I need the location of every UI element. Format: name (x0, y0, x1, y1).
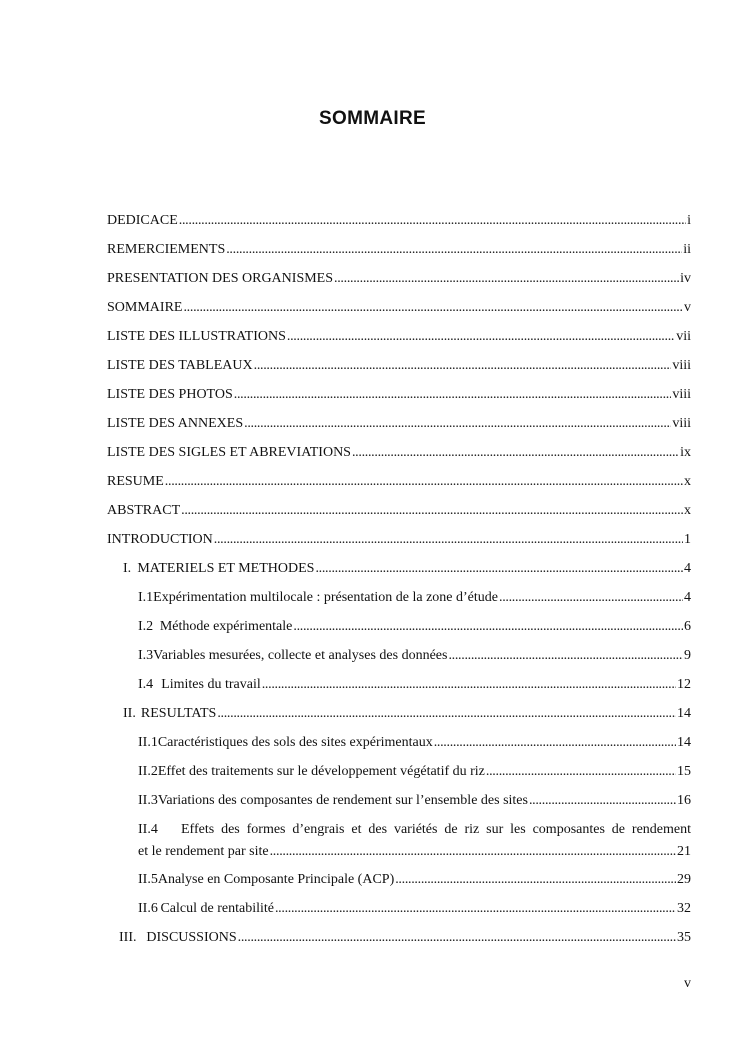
toc-entry-page: x (684, 503, 691, 518)
toc-entry-label: MATERIELS ET METHODES (137, 561, 315, 576)
toc-subsection-2-3[interactable] (107, 790, 691, 819)
dot-leader (226, 241, 682, 259)
page-title: SOMMAIRE (319, 108, 426, 129)
dot-leader (529, 792, 676, 810)
toc-entry-label: LISTE DES ILLUSTRATIONS (107, 329, 286, 344)
toc-entry-label: DISCUSSIONS (146, 930, 237, 945)
toc-entry-label: LISTE DES TABLEAUX (107, 358, 253, 373)
toc-section-materiels-methodes[interactable] (107, 558, 691, 587)
toc-entry-page: ii (683, 242, 691, 257)
toc-entry-label: Effets des formes d’engrais et des variétés de riz sur les composantes de rendement (181, 822, 691, 837)
subsection-number: II.6 (138, 901, 158, 916)
toc-entry-remerciements[interactable] (107, 239, 691, 268)
dot-leader (270, 843, 676, 861)
toc-entry-page: 16 (677, 793, 691, 808)
toc-entry-page: ix (680, 445, 691, 460)
dot-leader (165, 473, 683, 491)
dot-leader (315, 560, 683, 578)
toc-entry-label: PRESENTATION DES ORGANISMES (107, 271, 334, 286)
toc-entry-photos[interactable] (107, 384, 691, 413)
toc-entry-page: 35 (677, 930, 691, 945)
dot-leader (395, 871, 676, 889)
toc-entry-label-continued: et le rendement par site (138, 844, 269, 859)
toc-entry-label: INTRODUCTION (107, 532, 213, 547)
toc-entry-page: iv (680, 271, 691, 286)
toc-entry-label: Calcul de rentabilité (160, 901, 274, 916)
toc-entry-label: LISTE DES SIGLES ET ABREVIATIONS (107, 445, 351, 460)
toc-entry-sigles[interactable] (107, 442, 691, 471)
toc-entry-page: 21 (677, 844, 691, 859)
toc-entry-page: 14 (677, 706, 691, 721)
footer-page-number: v (684, 976, 691, 991)
toc-entry-page: 15 (677, 764, 691, 779)
dot-leader (448, 647, 683, 665)
subsection-number: II.2 (138, 764, 158, 779)
toc-entry-page: 4 (684, 561, 691, 576)
toc-section-resultats[interactable] (107, 703, 691, 732)
toc-entry-label: Caractéristiques des sols des sites expérimentaux (157, 735, 433, 750)
toc-entry-page: 1 (684, 532, 691, 547)
dot-leader (214, 531, 683, 549)
toc-entry-page: x (684, 474, 691, 489)
dot-leader (183, 299, 683, 317)
toc-entry-page: 14 (677, 735, 691, 750)
toc-subsection-2-4[interactable] (107, 819, 691, 869)
toc-entry-page: viii (672, 358, 691, 373)
toc-entry-resume[interactable] (107, 471, 691, 500)
toc-entry-label: Méthode expérimentale (159, 619, 293, 634)
toc-entry-page: 9 (684, 648, 691, 663)
toc-entry-label: DEDICACE (107, 213, 178, 228)
toc-subsection-1-3[interactable] (107, 645, 691, 674)
toc-entry-label: Variables mesurées, collecte et analyses des données (153, 648, 448, 663)
toc-entry-page: vii (676, 329, 691, 344)
toc-entry-page: 12 (677, 677, 691, 692)
toc-entry-label: RESUME (107, 474, 164, 489)
subsection-number: I.3 (138, 648, 154, 663)
toc-entry-page: 29 (677, 872, 691, 887)
toc-subsection-2-1[interactable] (107, 732, 691, 761)
toc-subsection-2-6[interactable] (107, 898, 691, 927)
subsection-number: II.3 (138, 793, 158, 808)
subsection-number: I.1 (138, 590, 154, 605)
dot-leader (275, 900, 676, 918)
toc-entry-annexes[interactable] (107, 413, 691, 442)
toc-section-discussions[interactable] (107, 927, 691, 956)
toc-entry-page: i (687, 213, 691, 228)
toc-entry-label: LISTE DES ANNEXES (107, 416, 244, 431)
toc-subsection-1-4[interactable] (107, 674, 691, 703)
toc-entry-label: Analyse en Composante Principale (ACP) (157, 872, 395, 887)
dot-leader (254, 357, 672, 375)
toc-entry-label: RESULTATS (140, 706, 217, 721)
toc-entry-label: Effet des traitements sur le développement végétatif du riz (157, 764, 485, 779)
toc-entry-label: Limites du travail (161, 677, 261, 692)
toc-entry-page: 4 (684, 590, 691, 605)
toc-entry-page: 32 (677, 901, 691, 916)
dot-leader (287, 328, 675, 346)
section-number: III. (119, 930, 137, 945)
subsection-number: I.2 (138, 619, 154, 634)
toc-entry-page: viii (672, 387, 691, 402)
toc-subsection-2-5[interactable] (107, 869, 691, 898)
toc-entry-label: LISTE DES PHOTOS (107, 387, 233, 402)
toc-subsection-2-2[interactable] (107, 761, 691, 790)
toc-entry-label: SOMMAIRE (107, 300, 183, 315)
toc-entry-label: ABSTRACT (107, 503, 181, 518)
toc-entry-illustrations[interactable] (107, 326, 691, 355)
subsection-number: I.4 (138, 677, 154, 692)
dot-leader (234, 386, 672, 404)
toc-entry-page: 6 (684, 619, 691, 634)
dot-leader (293, 618, 683, 636)
toc-subsection-1-1[interactable] (107, 587, 691, 616)
subsection-number: II.5 (138, 872, 158, 887)
toc-entry-dedicace[interactable] (107, 210, 691, 239)
table-of-contents (107, 210, 691, 956)
dot-leader (499, 589, 683, 607)
subsection-number: II.1 (138, 735, 158, 750)
toc-subsection-1-2[interactable] (107, 616, 691, 645)
dot-leader (238, 929, 676, 947)
subsection-number: II.4 (138, 822, 158, 837)
dot-leader (217, 705, 676, 723)
dot-leader (181, 502, 683, 520)
toc-entry-label: Expérimentation multilocale : présentation de la zone d’étude (153, 590, 498, 605)
toc-entry-label: Variations des composantes de rendement sur l’ensemble des sites (157, 793, 528, 808)
toc-entry-sommaire[interactable] (107, 297, 691, 326)
dot-leader (262, 676, 676, 694)
toc-entry-tableaux[interactable] (107, 355, 691, 384)
dot-leader (352, 444, 679, 462)
toc-entry-page: viii (672, 416, 691, 431)
toc-entry-abstract[interactable] (107, 500, 691, 529)
toc-entry-page: v (684, 300, 691, 315)
toc-entry-presentation[interactable] (107, 268, 691, 297)
dot-leader (334, 270, 679, 288)
toc-entry-label: REMERCIEMENTS (107, 242, 226, 257)
section-number: I. (123, 561, 132, 576)
dot-leader (486, 763, 676, 781)
dot-leader (434, 734, 676, 752)
dot-leader (244, 415, 671, 433)
section-number: II. (123, 706, 136, 721)
toc-entry-introduction[interactable] (107, 529, 691, 558)
dot-leader (179, 212, 686, 230)
